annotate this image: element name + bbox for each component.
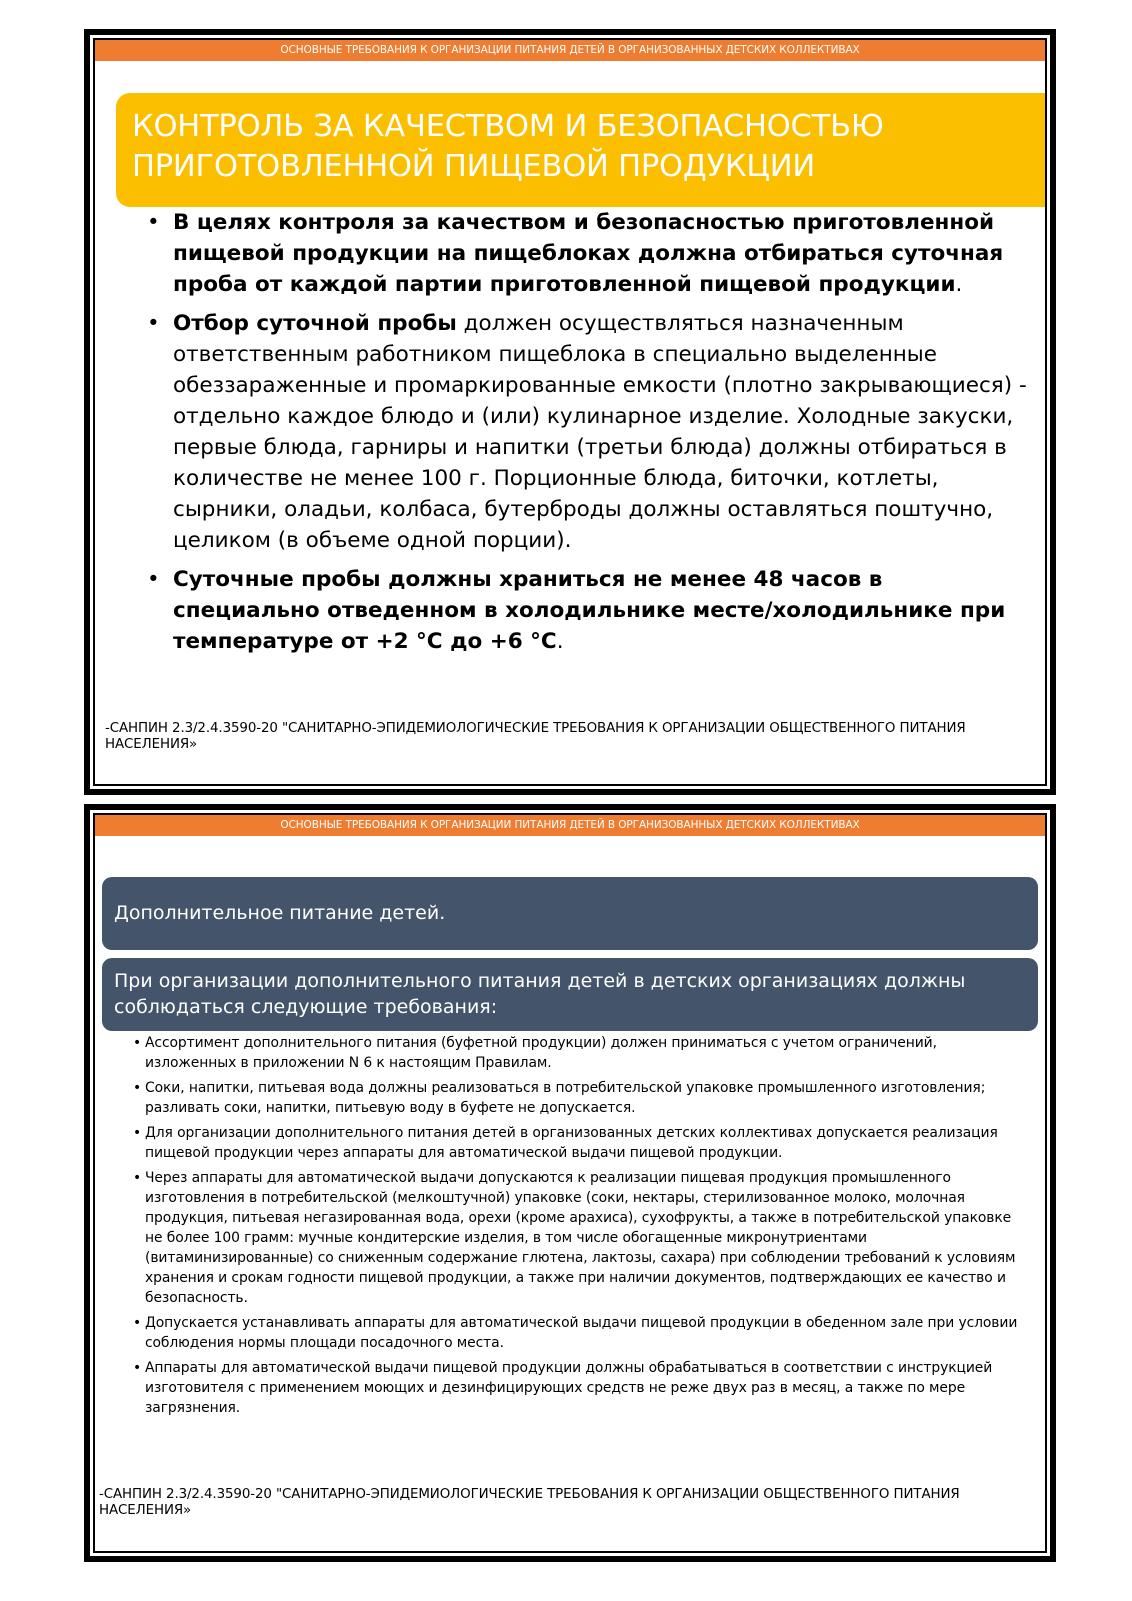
slide-content: [93, 38, 1047, 786]
list-item: [133, 1033, 1031, 1073]
slide-content: [93, 813, 1047, 1553]
slide-frame: [90, 810, 1050, 1556]
list-item: [133, 1313, 1031, 1353]
list-item: [133, 1078, 1031, 1118]
slide-frame: [90, 35, 1050, 789]
bullet-icon: •: [133, 1125, 142, 1141]
bullet-text: должен осуществляться назначенным ответственным работником пищеблока в специально выделенные обеззараженные и промаркированные емкости (плотно закрывающиеся) - отдельно каждое блюдо и (или) кулинарное изделие. Холодные закуски, первые блюда, гарниры и напитки (третьи блюда) должны отбираться в количестве не менее 100 г. Порционные блюда, биточки, котлеты, сырники, оладьи, колбаса, бутерброды должны оставляться поштучно, целиком (в объеме одной порции).: [173, 311, 1027, 553]
slide-additional-nutrition: [84, 804, 1056, 1562]
source-footnote: -САНПИН 2.3/2.4.3590-20 "САНИТАРНО-ЭПИДЕМИОЛОГИЧЕСКИЕ ТРЕБОВАНИЯ К ОРГАНИЗАЦИИ ОБЩЕСТВЕННОГО ПИТАНИЯ НАСЕЛЕНИЯ»: [99, 1487, 960, 1518]
bullet-icon: •: [133, 1360, 142, 1376]
list-item: [133, 1168, 1031, 1308]
list-item: [147, 308, 1027, 556]
bullet-bold-text: Суточные пробы должны храниться не менее 48 часов в специально отведенном в холодильнике месте/холодильнике при температуре от +2 °С до +6 °С: [173, 567, 1006, 654]
bullet-icon: •: [133, 1315, 142, 1331]
list-item: [147, 207, 1027, 300]
bullet-text: Через аппараты для автоматической выдачи допускаются к реализации пищевая продукция промышленного изготовления в потребительской (мелкоштучной) упаковке (соки, нектары, стерилизованное молоко, молочная продукция, питьевая негазированная вода, орехи (кроме арахиса), сухофрукты, а также в потребительской упаковке не более 100 грамм: мучные кондитерские изделия, в том числе обогащенные микронутриентами (витаминизированные) со сниженным содержание глютена, лактозы, сахара) при соблюдении требований к условиям хранения и срокам годности пищевой продукции, а также при наличии документов, подтверждающих ее качество и безопасность.: [145, 1170, 1016, 1306]
section-heading-box: Дополнительное питание детей.: [102, 877, 1038, 950]
bullet-text: Допускается устанавливать аппараты для автоматической выдачи пищевой продукции в обеденном зале при условии соблюдения нормы площади посадочного места.: [145, 1315, 1018, 1351]
bullet-icon: •: [147, 210, 160, 235]
slide-banner: ОСНОВНЫЕ ТРЕБОВАНИЯ К ОРГАНИЗАЦИИ ПИТАНИЯ ДЕТЕЙ В ОРГАНИЗОВАННЫХ ДЕТСКИХ КОЛЛЕКТИВАХ: [95, 815, 1045, 836]
slide-banner: ОСНОВНЫЕ ТРЕБОВАНИЯ К ОРГАНИЗАЦИИ ПИТАНИЯ ДЕТЕЙ В ОРГАНИЗОВАННЫХ ДЕТСКИХ КОЛЛЕКТИВАХ: [95, 40, 1045, 61]
source-footnote: -САНПИН 2.3/2.4.3590-20 "САНИТАРНО-ЭПИДЕМИОЛОГИЧЕСКИЕ ТРЕБОВАНИЯ К ОРГАНИЗАЦИИ ОБЩЕСТВЕННОГО ПИТАНИЯ НАСЕЛЕНИЯ»: [105, 721, 966, 752]
bullet-bold-text: В целях контроля за качеством и безопасностью приготовленной пищевой продукции на пищеблоках должна отбираться суточная проба от каждой партии приготовленной пищевой продукции: [173, 210, 1004, 297]
slide-quality-control: [84, 29, 1056, 795]
bullet-text: Ассортимент дополнительного питания (буфетной продукции) должен приниматься с учетом ограничений, изложенных в приложении N 6 к настоящим Правилам.: [145, 1035, 937, 1071]
slide-title-line-2: ПРИГОТОВЛЕННОЙ ПИЩЕВОЙ ПРОДУКЦИИ: [132, 149, 816, 184]
bullet-icon: •: [133, 1080, 142, 1096]
bullet-text: Соки, напитки, питьевая вода должны реализоваться в потребительской упаковке промышленного изготовления; разливать соки, напитки, питьевую воду в буфете не допускается.: [145, 1080, 986, 1116]
bullet-icon: •: [133, 1170, 142, 1186]
bullet-text: Аппараты для автоматической выдачи пищевой продукции должны обрабатываться в соответствии с инструкцией изготовителя с применением моющих и дезинфицирующих средств не реже двух раз в месяц, а также по мере загрязнения.: [145, 1360, 993, 1416]
bullet-list: [133, 1033, 1031, 1423]
bullet-icon: •: [147, 311, 160, 336]
bullet-text: .: [556, 629, 564, 654]
list-item: [133, 1123, 1031, 1163]
bullet-list: [147, 207, 1027, 665]
bullet-icon: •: [133, 1035, 142, 1051]
slide-title-box: [116, 93, 1047, 207]
bullet-text: Для организации дополнительного питания детей в организованных детских коллективах допускается реализация пищевой продукции через аппараты для автоматической выдачи пищевой продукции.: [145, 1125, 998, 1161]
bullet-bold-text: Отбор суточной пробы: [173, 311, 457, 336]
requirements-intro-box: При организации дополнительного питания детей в детских организациях должны соблюдаться следующие требования:: [102, 958, 1038, 1031]
list-item: [147, 564, 1027, 657]
bullet-text: .: [955, 272, 963, 297]
bullet-icon: •: [147, 567, 160, 592]
slide-title-line-1: КОНТРОЛЬ ЗА КАЧЕСТВОМ И БЕЗОПАСНОСТЬЮ: [132, 109, 884, 144]
list-item: [133, 1358, 1031, 1418]
